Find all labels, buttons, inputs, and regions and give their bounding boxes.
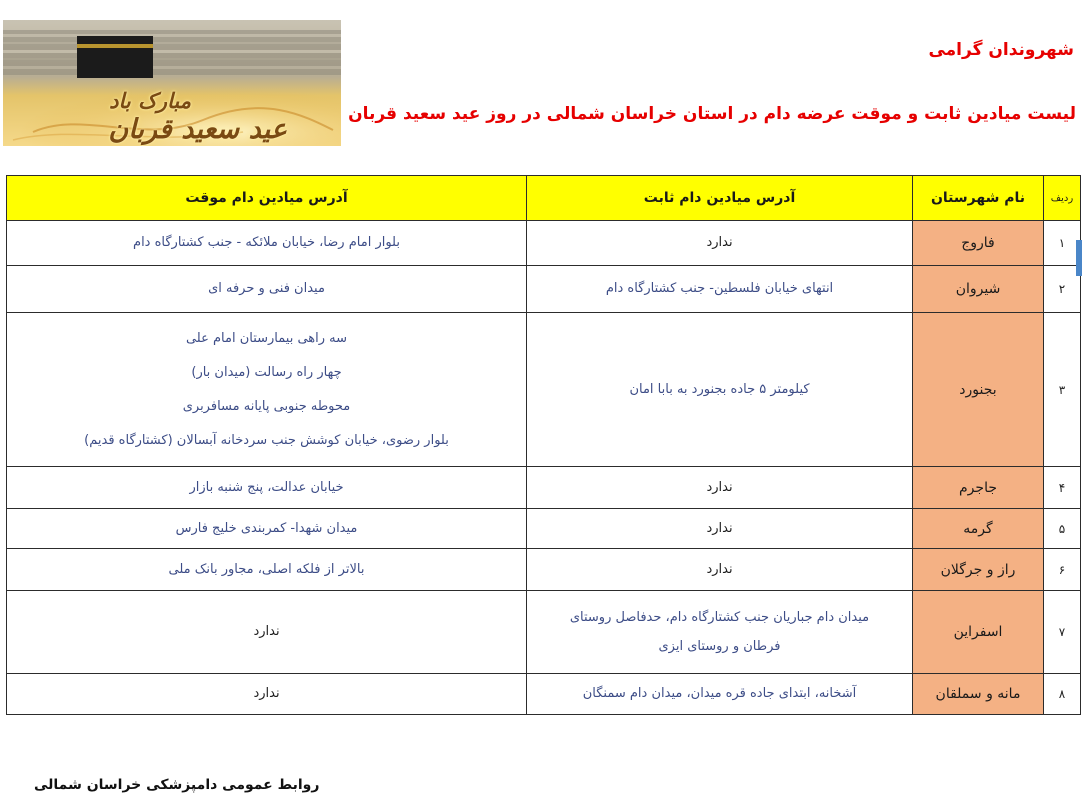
address-line: میدان فنی و حرفه ای <box>208 281 325 296</box>
fixed-market-address <box>527 266 913 313</box>
address-line: ندارد <box>253 686 280 701</box>
address-line: بلوار امام رضا، خیابان ملائکه - جنب کشتارگاه دام <box>133 235 400 250</box>
address-line: فرطان و روستای ایزی <box>658 639 781 654</box>
row-number: ۵ <box>1044 509 1081 549</box>
county-name: مانه و سملقان <box>913 674 1044 715</box>
scroll-marker[interactable] <box>1076 240 1082 276</box>
county-name: راز و جرگلان <box>913 549 1044 591</box>
county-name: جاجرم <box>913 467 1044 509</box>
table-row <box>7 674 1081 715</box>
address-line: ندارد <box>706 520 733 536</box>
table-row <box>7 509 1081 549</box>
address-line: ندارد <box>706 235 733 250</box>
address-line: میدان دام جباریان جنب کشتارگاه دام، حدفاصل روستای <box>569 610 870 625</box>
row-number: ۲ <box>1044 266 1081 313</box>
address-line: بلوار رضوی، خیابان کوشش جنب سردخانه آبسالان (کشتارگاه قدیم) <box>84 432 449 448</box>
temporary-market-address <box>7 467 527 509</box>
address-line: انتهای خیابان فلسطین- جنب کشتارگاه دام <box>605 281 834 296</box>
temporary-market-address <box>7 509 527 549</box>
temporary-market-address <box>7 591 527 674</box>
banner-text-mobarak: مبارک باد <box>109 88 191 113</box>
temporary-market-address <box>7 266 527 313</box>
livestock-market-table <box>6 175 1081 715</box>
fixed-market-address <box>527 509 913 549</box>
row-number: ۱ <box>1044 221 1081 266</box>
address-line: سه راهی بیمارستان امام علی <box>185 330 348 346</box>
row-number: ۴ <box>1044 467 1081 509</box>
header-row-number: ردیف <box>1044 176 1081 221</box>
fixed-market-address <box>527 467 913 509</box>
fixed-market-address <box>527 674 913 715</box>
address-line: ندارد <box>706 479 733 495</box>
table-header-row <box>7 176 1081 221</box>
banner-text-eid: عید سعید قربان <box>108 114 287 145</box>
header-temporary-markets: آدرس میادین دام موقت <box>7 176 527 221</box>
table-row <box>7 221 1081 266</box>
row-number: ۸ <box>1044 674 1081 715</box>
header-county: نام شهرستان <box>913 176 1044 221</box>
address-line: کیلومتر ۵ جاده بجنورد به بابا امان <box>629 381 810 397</box>
fixed-market-address <box>527 221 913 266</box>
greeting-title: شهروندان گرامی <box>928 40 1074 60</box>
address-line: میدان شهدا- کمربندی خلیج فارس <box>175 520 358 536</box>
table-row <box>7 549 1081 591</box>
page-title: لیست میادین ثابت و موقت عرضه دام در استان خراسان شمالی در روز عید سعید قربان <box>348 104 1076 124</box>
temporary-market-address <box>7 674 527 715</box>
address-line: ندارد <box>706 561 733 577</box>
temporary-market-address <box>7 313 527 467</box>
row-number: ۳ <box>1044 313 1081 467</box>
address-line: ندارد <box>253 624 280 639</box>
fixed-market-address <box>527 549 913 591</box>
county-name: گرمه <box>913 509 1044 549</box>
row-number: ۷ <box>1044 591 1081 674</box>
temporary-market-address <box>7 549 527 591</box>
table-row <box>7 467 1081 509</box>
county-name: شیروان <box>913 266 1044 313</box>
address-line: چهار راه رسالت (میدان بار) <box>191 364 342 380</box>
address-line: آشخانه، ابتدای جاده قره میدان، میدان دام سمنگان <box>582 686 857 701</box>
footer-signature: روابط عمومی دامپزشکی خراسان شمالی <box>34 777 320 793</box>
fixed-market-address <box>527 313 913 467</box>
temporary-market-address <box>7 221 527 266</box>
fixed-market-address <box>527 591 913 674</box>
address-line: بالاتر از فلکه اصلی، مجاور بانک ملی <box>168 561 365 577</box>
address-line: محوطه جنوبی پایانه مسافربری <box>182 398 351 414</box>
table-row <box>7 266 1081 313</box>
table-row <box>7 591 1081 674</box>
eid-banner-image <box>3 20 341 146</box>
address-line: خیابان عدالت، پنج شنبه بازار <box>189 479 344 495</box>
county-name: بجنورد <box>913 313 1044 467</box>
county-name: اسفراین <box>913 591 1044 674</box>
row-number: ۶ <box>1044 549 1081 591</box>
table-row <box>7 313 1081 467</box>
header-fixed-markets: آدرس میادین دام ثابت <box>527 176 913 221</box>
county-name: فاروج <box>913 221 1044 266</box>
